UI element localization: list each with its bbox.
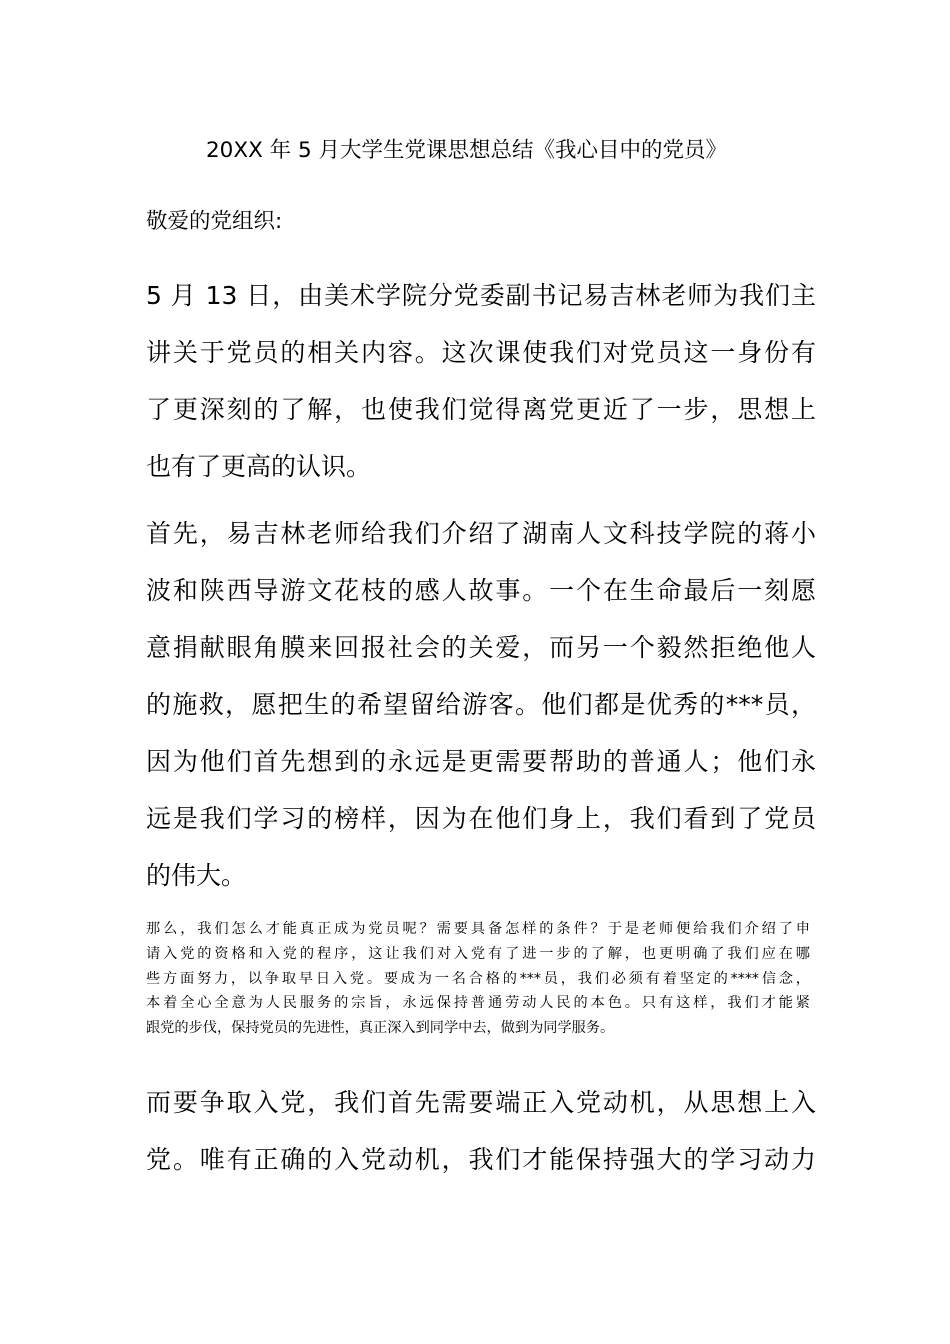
- paragraph-line: 讲关于党员的相关内容。这次课使我们对党员这一身份有: [146, 338, 816, 367]
- paragraph-2: [146, 505, 816, 904]
- paragraph-line: 些方面努力，以争取早日入党。要成为一名合格的***员，我们必须有着坚定的****信念，: [146, 970, 810, 987]
- paragraph-line: 首先，易吉林老师给我们介绍了湖南人文科技学院的蒋小: [146, 519, 816, 548]
- paragraph-4: [146, 1074, 816, 1188]
- paragraph-line: 请入党的资格和入党的程序，这让我们对入党有了进一步的了解，也更明确了我们应在哪: [146, 945, 810, 962]
- paragraph-line: 意捐献眼角膜来回报社会的关爱，而另一个毅然拒绝他人: [146, 633, 816, 662]
- salutation: 敬爱的党组织:: [146, 209, 283, 234]
- paragraph-3: [146, 917, 810, 1041]
- paragraph-line: 因为他们首先想到的永远是更需要帮助的普通人；他们永: [146, 747, 816, 776]
- paragraph-line: 而要争取入党，我们首先需要端正入党动机，从思想上入: [146, 1088, 816, 1117]
- paragraph-line: 跟党的步伐，保持党员的先进性，真正深入到同学中去，做到为同学服务。: [146, 1020, 615, 1037]
- paragraph-line: 党。唯有正确的入党动机，我们才能保持强大的学习动力: [146, 1145, 816, 1174]
- paragraph-line: 了更深刻的了解，也使我们觉得离党更近了一步，思想上: [146, 395, 816, 424]
- paragraph-line: 那么，我们怎么才能真正成为党员呢？需要具备怎样的条件？于是老师便给我们介绍了申: [146, 921, 810, 937]
- paragraph-line: 远是我们学习的榜样，因为在他们身上，我们看到了党员: [146, 804, 816, 833]
- paragraph-1: [146, 267, 816, 495]
- paragraph-line: 的施救，愿把生的希望留给游客。他们都是优秀的***员，: [146, 690, 816, 719]
- paragraph-line: 本着全心全意为人民服务的宗旨，永远保持普通劳动人民的本色。只有这样，我们才能紧: [146, 995, 810, 1012]
- document-title: 20XX 年 5 月大学生党课思想总结《我心目中的党员》: [206, 138, 727, 163]
- paragraph-line: 也有了更高的认识。: [146, 452, 372, 481]
- paragraph-line: 5 月 13 日，由美术学院分党委副书记易吉林老师为我们主: [146, 281, 816, 310]
- paragraph-line: 的伟大。: [146, 861, 247, 890]
- paragraph-line: 波和陕西导游文花枝的感人故事。一个在生命最后一刻愿: [146, 576, 816, 605]
